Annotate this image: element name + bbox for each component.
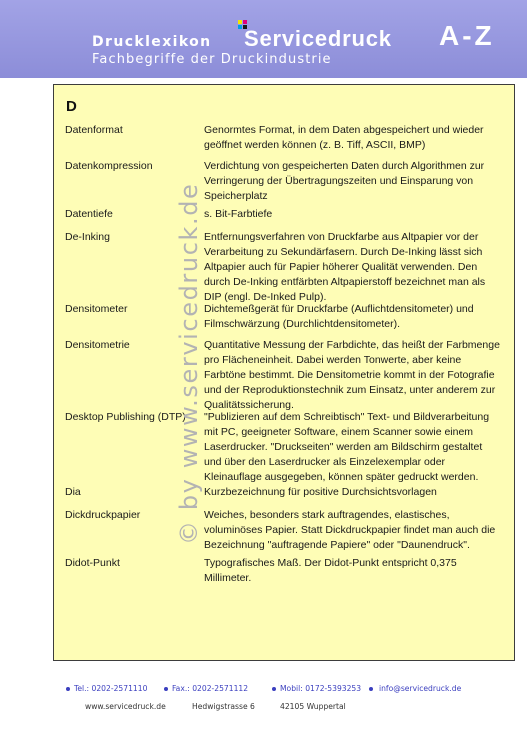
entry-term: Didot-Punkt (65, 557, 120, 569)
entry-definition: Genormtes Format, in dem Daten abgespeichert und wieder geöffnet werden können (z. B. Tiff, ASCII, BMP) (204, 124, 484, 151)
footer-fax: Fax.: 0202-2571112 (172, 684, 249, 693)
entry-definition: Entfernungsverfahren von Druckfarbe aus Altpapier vor der Verarbeitung zu Sekundärfasern. Durch De-Inking lässt sich Altpapier auch für Papier höherer Qualität verwenden. Den durch De-Inking entfärbten Altpapierstoff bezeichnet man als DIP (engl. De-Inked Pulp). (204, 231, 486, 303)
entry-definition: "Publizieren auf dem Schreibtisch" Text- und Bildverarbeitung mit PC, geeigneter Software, einem Scanner sowie einem Laserdrucker. "Druckseiten" werden am Bildschirm gestaltet und über den Laserdrucker als Einzelexemplar oder Kleinauflage ausgegeben, können später gedruckt werden. (204, 411, 490, 483)
page-footer (0, 682, 527, 722)
bullet-icon (66, 687, 70, 691)
entry-term: Datenformat (65, 124, 123, 136)
entry-definition: Quantitative Messung der Farbdichte, das heißt der Farbmenge pro Flächeneinheit. Dabei werden Tonwerte, aber keine Farbtöne bestimmt. Die Densitometrie kommt in der Fotografie und der Reproduktionstechnik zum Einsatz, unter anderem zur Qualitätssicherung. (204, 339, 500, 411)
header-subtitle: Fachbegriffe der Druckindustrie (92, 52, 332, 67)
entry-definition: s. Bit-Farbtiefe (204, 208, 273, 220)
entry-definition: Kurzbezeichnung für positive Durchsichtsvorlagen (204, 486, 437, 498)
footer-contact-row (0, 682, 527, 696)
entry-term: Densitometrie (65, 339, 130, 351)
content-panel (53, 84, 515, 661)
entry-term: Dickdruckpapier (65, 509, 141, 521)
entry-term: Densitometer (65, 303, 128, 315)
entry-list (54, 85, 514, 660)
footer-email[interactable]: info@servicedruck.de (379, 684, 462, 693)
bullet-icon (164, 687, 168, 691)
footer-address-row (0, 700, 527, 714)
entry-term: Dia (65, 486, 81, 498)
entry-term: De-Inking (65, 231, 110, 243)
footer-website[interactable]: www.servicedruck.de (85, 702, 166, 711)
watermark-text: © by www.servicedruck.de (175, 182, 203, 545)
brand-name: Servicedruck (244, 26, 392, 51)
entry-term: Datenkompression (65, 160, 153, 172)
footer-city: 42105 Wuppertal (280, 702, 346, 711)
footer-street: Hedwigstrasse 6 (192, 702, 255, 711)
footer-phone: Tel.: 0202-2571110 (74, 684, 148, 693)
entry-definition: Dichtemeßgerät für Druckfarbe (Auflichtdensitometer) und Filmschwärzung (Durchlichtdensitometer). (204, 303, 474, 330)
entry-term: Desktop Publishing (DTP) (65, 411, 186, 423)
index-label: A-Z (439, 20, 495, 51)
header-title: Drucklexikon (92, 34, 212, 50)
entry-definition: Typografisches Maß. Der Didot-Punkt entspricht 0,375 Millimeter. (204, 557, 457, 584)
entry-definition: Verdichtung von gespeicherten Daten durch Algorithmen zur Verringerung der Übertragungszeiten und Einsparung von Speicherplatz (204, 160, 485, 202)
entry-definition: Weiches, besonders stark auftragendes, elastisches, voluminöses Papier. Statt Dickdruckpapier findet man auch die Bezeichnung "auftragende Papiere" oder "Daunendruck". (204, 509, 496, 551)
section-letter: D (66, 98, 77, 115)
page-header (0, 0, 527, 78)
bullet-icon (369, 687, 373, 691)
footer-mobile: Mobil: 0172-5393253 (280, 684, 362, 693)
entry-term: Datentiefe (65, 208, 113, 220)
bullet-icon (272, 687, 276, 691)
